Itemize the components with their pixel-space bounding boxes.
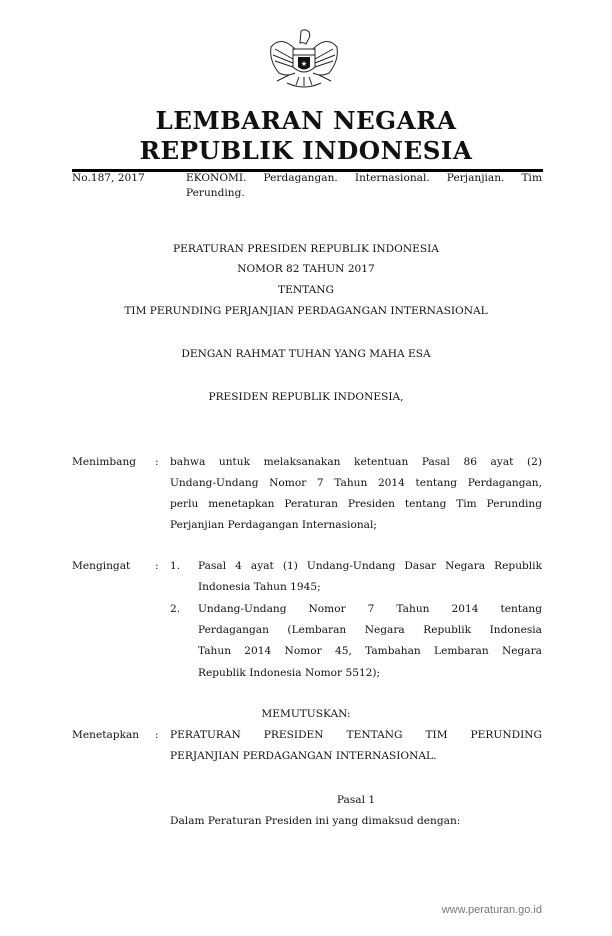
menimbang-line: Undang-Undang Nomor 7 Tahun 2014 tentang Perdagangan,: [170, 477, 542, 489]
menimbang-line: Perjanjian Perdagangan Internasional;: [170, 519, 377, 531]
pasal-1-intro: Dalam Peraturan Presiden ini yang dimaksud dengan:: [170, 815, 461, 827]
mengingat-item-number: 2.: [170, 603, 181, 615]
menimbang-colon: :: [155, 456, 159, 468]
pasal-1-title: Pasal 1: [336, 794, 376, 806]
menimbang-label: Menimbang: [72, 456, 137, 468]
mengingat-item-line: Perdagangan (Lembaran Negara Republik Indonesia: [198, 624, 542, 636]
mengingat-colon: :: [155, 560, 159, 572]
menetapkan-line: PERJANJIAN PERDAGANGAN INTERNASIONAL.: [170, 750, 437, 762]
mengingat-item-line: Republik Indonesia Nomor 5512);: [198, 667, 381, 679]
garuda-emblem-icon: [265, 27, 343, 93]
menimbang-line: perlu menetapkan Peraturan Presiden tentang Tim Perunding: [170, 498, 542, 510]
mengingat-item-line: Tahun 2014 Nomor 45, Tambahan Lembaran Negara: [198, 645, 542, 657]
memutuskan-heading: MEMUTUSKAN:: [261, 708, 351, 720]
mengingat-item-number: 1.: [170, 560, 181, 572]
document-title-line1: LEMBARAN NEGARA: [155, 106, 457, 135]
subject-line-1: EKONOMI. Perdagangan. Internasional. Perjanjian. Tim: [186, 172, 542, 184]
menetapkan-label: Menetapkan: [72, 729, 140, 741]
president-heading: PRESIDEN REPUBLIK INDONESIA,: [208, 391, 404, 403]
regulation-type: PERATURAN PRESIDEN REPUBLIK INDONESIA: [173, 243, 439, 255]
regulation-about: TENTANG: [278, 284, 334, 296]
regulation-subject: TIM PERUNDING PERJANJIAN PERDAGANGAN INTERNASIONAL: [124, 305, 488, 317]
subject-line-2: Perunding.: [186, 187, 245, 199]
mengingat-item-line: Pasal 4 ayat (1) Undang-Undang Dasar Negara Republik: [198, 560, 542, 572]
gazette-number: No.187, 2017: [72, 172, 145, 184]
mengingat-label: Mengingat: [72, 560, 131, 572]
blessing: DENGAN RAHMAT TUHAN YANG MAHA ESA: [181, 348, 431, 360]
footer-website-link[interactable]: www.peraturan.go.id: [441, 904, 542, 916]
mengingat-item-line: Indonesia Tahun 1945;: [198, 581, 321, 593]
mengingat-item-line: Undang-Undang Nomor 7 Tahun 2014 tentang: [198, 603, 542, 615]
document-title-line2: REPUBLIK INDONESIA: [139, 136, 473, 165]
regulation-number: NOMOR 82 TAHUN 2017: [237, 263, 375, 275]
menimbang-line: bahwa untuk melaksanakan ketentuan Pasal 86 ayat (2): [170, 456, 542, 468]
svg-text:★: ★: [300, 60, 308, 68]
menetapkan-colon: :: [155, 729, 159, 741]
menetapkan-line: PERATURAN PRESIDEN TENTANG TIM PERUNDING: [170, 729, 542, 741]
